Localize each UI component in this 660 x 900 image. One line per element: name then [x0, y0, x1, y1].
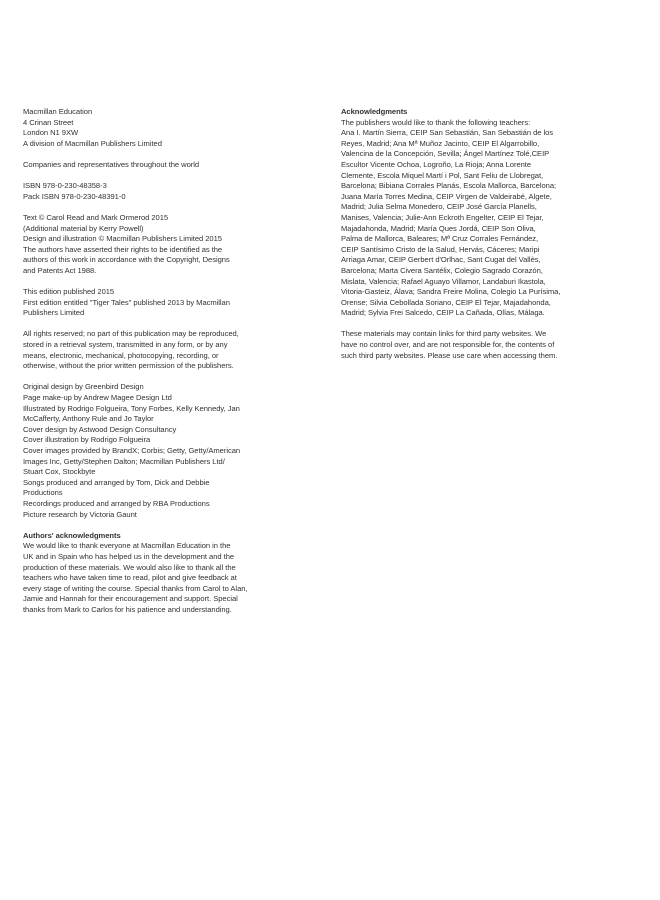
credit-line: Page make-up by Andrew Magee Design Ltd — [23, 393, 172, 403]
ack-line: The publishers would like to thank the following teachers: — [341, 117, 531, 127]
edition-block — [23, 287, 321, 319]
credits-block — [23, 382, 321, 520]
publisher-acknowledgments — [341, 107, 641, 319]
companies-note — [23, 160, 321, 171]
third-party-notice — [341, 329, 641, 361]
ack-line: Orense; Silvia Cebollada Soriano, CEIP El Tejar, Majadahonda, — [341, 297, 551, 307]
ack-line: Juana María Torres Medina, CEIP Virgen de Valdeirabé, Algete, — [341, 191, 552, 201]
edition-line: This edition published 2015 — [23, 287, 115, 297]
ack-line: Escultor Vicente Ochoa, Logroño, La Rioja; Anna Lorente — [341, 159, 532, 169]
authors-acknowledgments — [23, 531, 321, 616]
third-party-line: These materials may contain links for third party websites. We — [341, 329, 547, 339]
copyright-line: authors of this work in accordance with the Copyright, Designs — [23, 255, 230, 265]
authors-ack-line: teachers who have taken time to read, pilot and give feedback at — [23, 573, 237, 583]
right-column — [341, 107, 641, 372]
ack-line: Mislata, Valencia; Rafael Aguayo Villamor, Landaburi Ikastola, — [341, 276, 546, 286]
credit-line: Original design by Greenbird Design — [23, 382, 144, 392]
address-line: Macmillan Education — [23, 107, 93, 116]
rights-block — [23, 329, 321, 371]
address-line: London N1 9XW — [23, 128, 79, 138]
authors-ack-line: production of these materials. We would also like to thank all the — [23, 562, 236, 572]
credit-line: Images Inc, Getty/Stephen Dalton; Macmillan Publishers Ltd/ — [23, 456, 225, 466]
rights-line: stored in a retrieval system, transmitted in any form, or by any — [23, 340, 228, 350]
isbn-block — [23, 181, 321, 202]
edition-line: Publishers Limited — [23, 308, 85, 318]
authors-ack-heading: Authors' acknowledgments — [23, 530, 121, 540]
credit-line: Illustrated by Rodrigo Folgueira, Tony Forbes, Kelly Kennedy, Jan — [23, 403, 240, 413]
ack-line: Valencina de la Concepción, Sevilla; Ángel Martínez Tolé,CEIP — [341, 149, 550, 159]
credit-line: Productions — [23, 488, 63, 498]
address-line: 4 Crinan Street — [23, 117, 74, 127]
credit-line: Cover images provided by BrandX; Corbis; Getty, Getty/American — [23, 446, 241, 455]
third-party-line: have no control over, and are not responsible for, the contents of — [341, 340, 555, 350]
ack-line: Barcelona; Marta Civera Santélix, Colegio Sagrado Corazón, — [341, 265, 543, 275]
copyright-line: The authors have asserted their rights to be identified as the — [23, 244, 223, 254]
ack-line: Ana I. Martín Sierra, CEIP San Sebastián, San Sebastián de los — [341, 128, 554, 138]
ack-line: Majadahonda, Madrid; María Ques Jordá, CEIP Son Oliva, — [341, 223, 536, 233]
credit-line: Stuart Cox, Stockbyte — [23, 467, 96, 477]
ack-line: Clemente, Escola Miquel Martí i Pol, Sant Feliu de Llobregat, — [341, 170, 544, 180]
companies-text: Companies and representatives throughout the world — [23, 159, 200, 169]
rights-line: means, electronic, mechanical, photocopying, recording, or — [23, 350, 219, 360]
authors-ack-line: Jamie and Hannah for their encouragement and support. Special — [23, 594, 238, 604]
left-column — [23, 107, 321, 626]
rights-line: All rights reserved; no part of this publication may be reproduced, — [23, 329, 239, 339]
copyright-line: (Additional material by Kerry Powell) — [23, 223, 144, 233]
ack-line: Arriaga Amar, CEIP Gerbert d'Orlhac, Sant Cugat del Vallès, — [341, 255, 541, 265]
copyright-line: Text © Carol Read and Mark Ormerod 2015 — [23, 212, 169, 222]
publisher-address — [23, 107, 321, 149]
credit-line: Cover design by Astwood Design Consultancy — [23, 424, 177, 434]
ack-line: Palma de Mallorca, Baleares; Mª Cruz Corrales Fernández, — [341, 234, 539, 244]
copyright-line: and Patents Act 1988. — [23, 265, 97, 275]
credit-line: Picture research by Victoria Gaunt — [23, 509, 137, 519]
edition-line: First edition entitled "Tiger Tales" published 2013 by Macmillan — [23, 297, 230, 307]
ack-line: CEIP Santísimo Cristo de la Salud, Hervás, Cáceres; Maripi — [341, 244, 540, 254]
authors-ack-line: thanks from Mark to Carlos for his patience and understanding. — [23, 604, 232, 614]
authors-ack-line: every stage of writing the course. Special thanks from Carol to Alan, — [23, 583, 248, 593]
pack-isbn: Pack ISBN 978-0-230-48391-0 — [23, 191, 126, 201]
credit-line: Cover illustration by Rodrigo Folgueira — [23, 435, 151, 445]
ack-line: Vitoria-Gasteiz, Álava; Sandra Freire Molina, Colegio La Purísima, — [341, 287, 561, 297]
credit-line: Songs produced and arranged by Tom, Dick and Debbie — [23, 477, 210, 487]
address-line: A division of Macmillan Publishers Limited — [23, 138, 162, 148]
ack-heading: Acknowledgments — [341, 107, 408, 116]
isbn: ISBN 978-0-230-48358-3 — [23, 181, 107, 191]
copyright-line: Design and illustration © Macmillan Publishers Limited 2015 — [23, 234, 222, 244]
copyright-block — [23, 213, 321, 277]
ack-line: Madrid; Julia Selma Monedero, CEIP José García Planells, — [341, 202, 537, 212]
ack-line: Barcelona; Bibiana Corrales Planás, Escola Mallorca, Barcelona; — [341, 181, 557, 191]
credit-line: McCafferty, Anthony Rule and Jo Taylor — [23, 414, 154, 424]
authors-ack-line: We would like to thank everyone at Macmillan Education in the — [23, 541, 231, 551]
rights-line: otherwise, without the prior written permission of the publishers. — [23, 361, 234, 371]
credit-line: Recordings produced and arranged by RBA Productions — [23, 498, 210, 508]
third-party-line: such third party websites. Please use care when accessing them. — [341, 350, 558, 360]
ack-line: Manises, Valencia; Julie-Ann Eckroth Engelter, CEIP El Tejar, — [341, 212, 544, 222]
authors-ack-line: UK and in Spain who has helped us in the development and the — [23, 551, 235, 561]
ack-line: Madrid; Sylvia Frei Salcedo, CEIP La Cañada, Olías, Málaga. — [341, 308, 545, 318]
ack-line: Reyes, Madrid; Ana Mª Muñoz Jacinto, CEIP El Algarrobillo, — [341, 138, 540, 148]
